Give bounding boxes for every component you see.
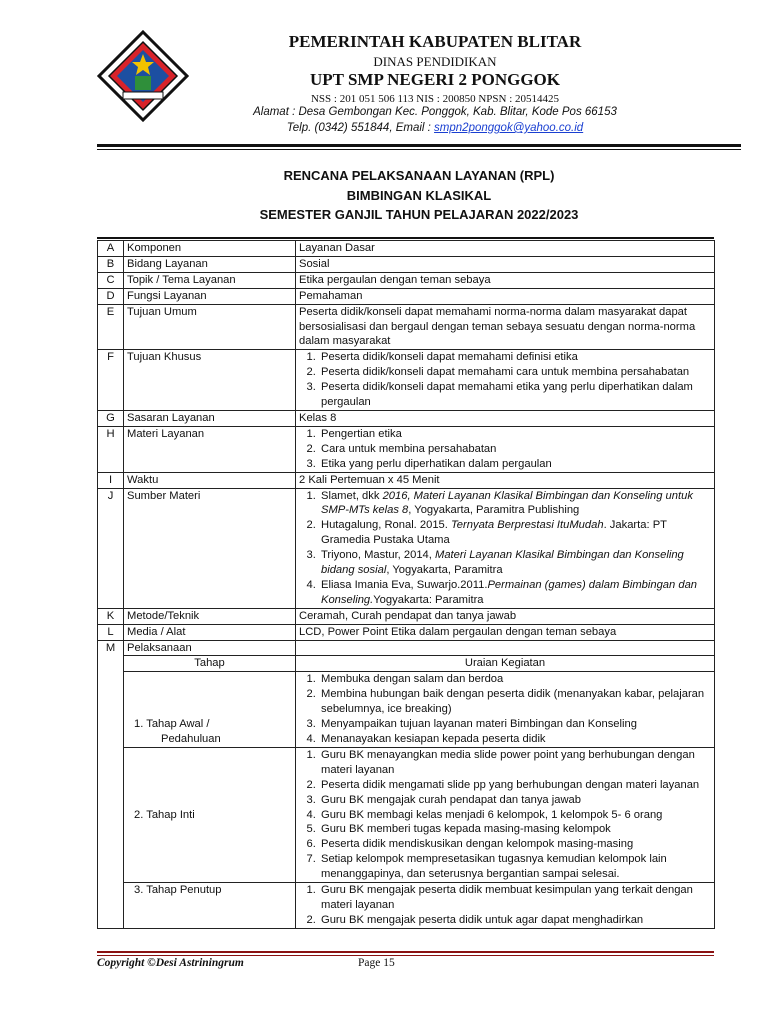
table-row bbox=[98, 488, 715, 608]
row-label: Komponen bbox=[124, 241, 296, 257]
table-row bbox=[98, 426, 715, 472]
row-label: Tujuan Khusus bbox=[124, 350, 296, 411]
source-title: Materi Layanan Klasikal Bimbingan dan Konseling bidang sosial bbox=[321, 549, 684, 577]
header-phone: Telp. (0342) 551844, Email : bbox=[286, 122, 435, 134]
row-code: F bbox=[98, 350, 124, 411]
row-code: I bbox=[98, 472, 124, 488]
table-row bbox=[98, 241, 715, 257]
source-publisher: , Yogyakarta, Paramitra Publishing bbox=[408, 504, 580, 517]
footer-rule-thick bbox=[97, 951, 714, 953]
source-title: 2016, Materi Layanan Klasikal Bimbingan dan Konseling untuk SMP-MTs kelas 8 bbox=[321, 489, 693, 517]
row-value bbox=[296, 488, 715, 608]
row-code: G bbox=[98, 410, 124, 426]
source-author: Eliasa Imania Eva, Suwarjo.2011. bbox=[321, 578, 488, 591]
list-item: 3. Etika yang perlu diperhatikan dalam pergaulan bbox=[319, 457, 711, 472]
sources-list bbox=[299, 489, 711, 608]
list-item: 2. Membina hubungan baik dengan peserta didik (menanyakan kabar, pelajaran sebelumnya, ice breaking) bbox=[319, 687, 711, 717]
stage-name: 2. Tahap Inti bbox=[134, 808, 195, 821]
row-label: Sasaran Layanan bbox=[124, 410, 296, 426]
table-row bbox=[98, 624, 715, 640]
list-item: 1. Guru BK mengajak peserta didik membuat kesimpulan yang terkait dengan materi layanan bbox=[319, 883, 711, 913]
row-value: Sosial bbox=[296, 256, 715, 272]
header-address: Alamat : Desa Gembongan Kec. Ponggok, Kab. Blitar, Kode Pos 66153 bbox=[253, 106, 617, 118]
row-label: Bidang Layanan bbox=[124, 256, 296, 272]
doc-semester: SEMESTER GANJIL TAHUN PELAJARAN 2022/2023 bbox=[259, 207, 579, 222]
stage-activities bbox=[296, 747, 715, 882]
row-code: K bbox=[98, 608, 124, 624]
stage-activities bbox=[296, 672, 715, 748]
table-row bbox=[98, 350, 715, 411]
row-value: Layanan Dasar bbox=[296, 241, 715, 257]
footer-rule-thin bbox=[97, 955, 714, 956]
header-government: PEMERINTAH KABUPATEN BLITAR bbox=[288, 32, 582, 51]
header-rule-thin bbox=[97, 149, 741, 150]
stage-core bbox=[124, 747, 296, 882]
stage-name-cont: Pedahuluan bbox=[161, 733, 221, 745]
stage-opening bbox=[124, 672, 296, 748]
source-title: Permainan (games) dalam Bimbingan dan Konseling. bbox=[321, 578, 698, 606]
list-item: 7. Setiap kelompok mempresetasikan tugasnya kemudian kelompok lain menanggapinya, dan seterusnya bergantian sampai selesai. bbox=[319, 852, 711, 882]
stage-activities bbox=[296, 883, 715, 929]
activities-list bbox=[299, 672, 711, 747]
list-item: 3. Guru BK mengajak curah pendapat dan tanya jawab bbox=[319, 793, 711, 808]
row-label: Metode/Teknik bbox=[124, 608, 296, 624]
list-item bbox=[319, 548, 711, 578]
row-code: D bbox=[98, 288, 124, 304]
email-link[interactable]: smpn2ponggok@yahoo.co.id bbox=[434, 122, 584, 134]
row-label: Tujuan Umum bbox=[124, 304, 296, 350]
table-row bbox=[98, 272, 715, 288]
list-item: 3. Menyampaikan tujuan layanan materi Bimbingan dan Konseling bbox=[319, 717, 711, 732]
list-item bbox=[319, 518, 711, 548]
source-publisher: Yogyakarta: Paramitra bbox=[373, 593, 484, 606]
row-label: Media / Alat bbox=[124, 624, 296, 640]
list-item: 1. Pengertian etika bbox=[319, 427, 711, 442]
list-item: 2. Guru BK mengajak peserta didik untuk agar dapat menghadirkan bbox=[319, 913, 711, 928]
table-row bbox=[98, 747, 715, 882]
source-publisher: , Yogyakarta, Paramitra bbox=[386, 564, 503, 577]
stage-closing bbox=[124, 883, 296, 929]
row-code: J bbox=[98, 488, 124, 608]
table-row bbox=[98, 304, 715, 350]
table-row bbox=[98, 640, 715, 656]
list-item: 2. Peserta didik mengamati slide pp yang berhubungan dengan materi layanan bbox=[319, 778, 711, 793]
table-row bbox=[98, 472, 715, 488]
row-value: Peserta didik/konseli dapat memahami norma-norma dalam masyarakat dapat bersosialisasi dan bergaul dengan teman sebaya sesuatu dengan norma-norma dalam masyarakat bbox=[296, 304, 715, 350]
header-school-name: UPT SMP NEGERI 2 PONGGOK bbox=[310, 70, 560, 89]
row-value: Kelas 8 bbox=[296, 410, 715, 426]
table-row bbox=[98, 288, 715, 304]
row-code: L bbox=[98, 624, 124, 640]
objectives-list bbox=[299, 350, 711, 410]
column-header-uraian: Uraian Kegiatan bbox=[296, 656, 715, 672]
list-item: 4. Guru BK membagi kelas menjadi 6 kelompok, 1 kelompok 5- 6 orang bbox=[319, 808, 711, 823]
list-item: 2. Cara untuk membina persahabatan bbox=[319, 442, 711, 457]
row-value bbox=[296, 426, 715, 472]
header-contact bbox=[195, 122, 675, 134]
row-code: A bbox=[98, 241, 124, 257]
table-row bbox=[98, 656, 715, 672]
source-author: Hutagalung, Ronal. 2015. bbox=[321, 519, 451, 532]
stage-name: 1. Tahap Awal / bbox=[134, 718, 210, 731]
header-rule-thick bbox=[97, 144, 741, 147]
activities-list bbox=[299, 748, 711, 882]
footer-page-number: Page 15 bbox=[358, 957, 395, 969]
table-row bbox=[98, 883, 715, 929]
row-label: Waktu bbox=[124, 472, 296, 488]
column-header-tahap: Tahap bbox=[124, 656, 296, 672]
row-value: Ceramah, Curah pendapat dan tanya jawab bbox=[296, 608, 715, 624]
list-item bbox=[319, 489, 711, 519]
table-row bbox=[98, 672, 715, 748]
source-author: Slamet, dkk bbox=[321, 489, 383, 502]
source-title: Ternyata Berprestasi ItuMudah bbox=[451, 519, 604, 532]
activities-list bbox=[299, 883, 711, 928]
row-code: C bbox=[98, 272, 124, 288]
row-code: E bbox=[98, 304, 124, 350]
row-label: Pelaksanaan bbox=[124, 640, 296, 656]
footer-copyright: Copyright ©Desi Astriningrum bbox=[97, 957, 244, 969]
row-value bbox=[296, 640, 715, 656]
table-row bbox=[98, 608, 715, 624]
list-item: 1. Guru BK menayangkan media slide power point yang berhubungan dengan materi layanan bbox=[319, 748, 711, 778]
list-item: 2. Peserta didik/konseli dapat memahami cara untuk membina persahabatan bbox=[319, 365, 711, 380]
table-top-rule bbox=[97, 237, 714, 239]
row-label: Topik / Tema Layanan bbox=[124, 272, 296, 288]
table-row bbox=[98, 410, 715, 426]
list-item bbox=[319, 578, 711, 608]
list-item: 1. Membuka dengan salam dan berdoa bbox=[319, 672, 711, 687]
header-department: DINAS PENDIDIKAN bbox=[373, 54, 497, 69]
list-item: 3. Peserta didik/konseli dapat memahami etika yang perlu diperhatikan dalam pergaulan bbox=[319, 380, 711, 410]
row-code: B bbox=[98, 256, 124, 272]
rpl-table bbox=[97, 240, 715, 929]
district-emblem-logo bbox=[97, 30, 189, 122]
list-item: 5. Guru BK memberi tugas kepada masing-masing kelompok bbox=[319, 822, 711, 837]
row-value: Pemahaman bbox=[296, 288, 715, 304]
doc-subtitle: BIMBINGAN KLASIKAL bbox=[346, 188, 492, 203]
row-label: Sumber Materi bbox=[124, 488, 296, 608]
source-publisher: . Jakarta: PT Gramedia Pustaka Utama bbox=[321, 519, 667, 547]
row-label: Fungsi Layanan bbox=[124, 288, 296, 304]
source-author: Triyono, Mastur, 2014, bbox=[321, 549, 435, 562]
stage-name: 3. Tahap Penutup bbox=[134, 884, 222, 897]
row-code: H bbox=[98, 426, 124, 472]
row-label: Materi Layanan bbox=[124, 426, 296, 472]
list-item: 1. Peserta didik/konseli dapat memahami definisi etika bbox=[319, 350, 711, 365]
row-value: LCD, Power Point Etika dalam pergaulan dengan teman sebaya bbox=[296, 624, 715, 640]
row-code: M bbox=[98, 640, 124, 928]
list-item: 6. Peserta didik mendiskusikan dengan kelompok masing-masing bbox=[319, 837, 711, 852]
row-value: 2 Kali Pertemuan x 45 Menit bbox=[296, 472, 715, 488]
list-item: 4. Menanayakan kesiapan kepada peserta didik bbox=[319, 732, 711, 747]
header-identifiers: NSS : 201 051 506 113 NIS : 200850 NPSN : 20514425 bbox=[310, 93, 560, 105]
doc-title: RENCANA PELAKSANAAN LAYANAN (RPL) bbox=[283, 168, 555, 183]
table-row bbox=[98, 256, 715, 272]
row-value bbox=[296, 350, 715, 411]
materials-list bbox=[299, 427, 711, 472]
row-value: Etika pergaulan dengan teman sebaya bbox=[296, 272, 715, 288]
